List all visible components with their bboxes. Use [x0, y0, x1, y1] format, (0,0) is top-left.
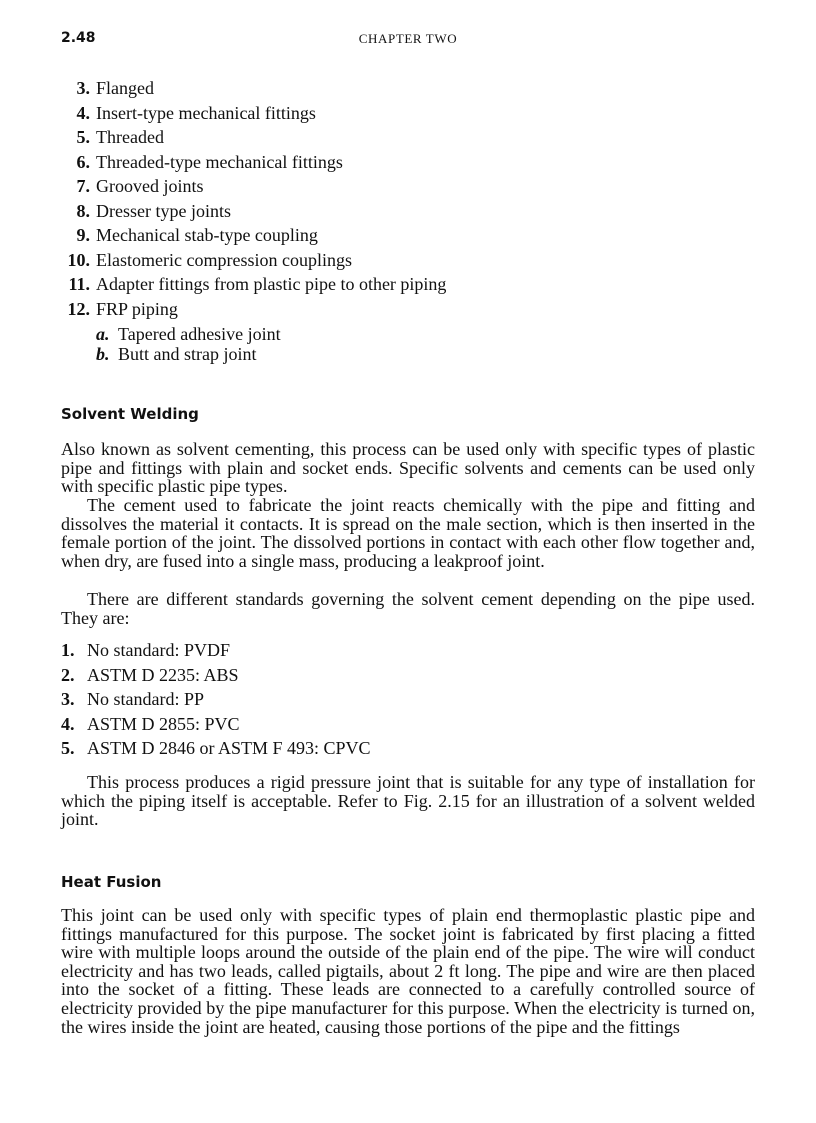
list-item-number: 10. — [67, 249, 90, 270]
list-item-text: Threaded-type mechanical fittings — [96, 151, 343, 172]
list-item — [56, 176, 776, 201]
section-heading-solvent-welding: Solvent Welding — [61, 405, 199, 423]
list-item-number: 12. — [67, 298, 90, 319]
list-item — [56, 201, 776, 226]
list-item-text: No standard: PP — [87, 689, 204, 709]
list-item-text: Flanged — [96, 78, 154, 98]
list-item-text: No standard: PVDF — [87, 640, 230, 660]
list-item — [56, 78, 776, 103]
list-item-number: 4. — [76, 102, 90, 123]
paragraph: This joint can be used only with specific types of plain end thermoplastic plastic pipe and fittings manufactured for this purpose. The socket joint is fabricated by first placing a fitted wire with multiple loops around the outside of the plain end of the pipe. The wire will conduct electricity and has two leads, called pigtails, about 2 ft long. The pipe and wire are then placed into the socket of a fitting. These leads are connected to a carefully controlled source of electricity provided by the pipe manufacturer for this purpose. When the electricity is turned on, the wires inside the joint are heated, causing those portions of the pipe and the fittings — [61, 905, 755, 1037]
list-item — [56, 299, 776, 324]
list-item — [56, 274, 776, 299]
list-item — [61, 689, 371, 714]
list-item-number: 3. — [76, 78, 90, 98]
list-item-number: 1. — [61, 640, 75, 660]
list-item — [56, 152, 776, 177]
list-item-number: 9. — [76, 225, 90, 245]
solvent-standards-list — [61, 640, 371, 763]
list-item-text: FRP piping — [96, 298, 178, 319]
list-item-text: ASTM D 2855: PVC — [87, 713, 240, 734]
sublist-item — [96, 344, 281, 364]
list-item-number: 7. — [76, 176, 90, 196]
list-item — [56, 225, 776, 250]
paragraph: Also known as solvent cementing, this process can be used only with specific types of plastic pipe and fittings with plain and socket ends. Specific solvents and cements can be used only with specific plastic pipe types. — [61, 439, 755, 497]
list-item-text: Dresser type joints — [96, 200, 231, 221]
list-item — [56, 103, 776, 128]
list-item — [56, 250, 776, 275]
list-item-text: Threaded — [96, 127, 164, 147]
list-item-text: Adapter fittings from plastic pipe to other piping — [96, 274, 447, 294]
sublist-item-letter: a. — [96, 324, 110, 344]
list-item-number: 2. — [61, 664, 75, 685]
list-item — [61, 640, 371, 665]
list-item-text: Grooved joints — [96, 176, 204, 196]
frp-sublist — [96, 324, 281, 364]
list-item-text: ASTM D 2235: ABS — [87, 664, 239, 685]
paragraph: The cement used to fabricate the joint reacts chemically with the pipe and fitting and dissolves the material it contacts. It is spread on the male section, which is then inserted in the female portion of the joint. The dissolved portions in contact with each other flow together and, when dry, are fused into a single mass, producing a leakproof joint. — [61, 495, 755, 571]
list-item-number: 8. — [76, 200, 90, 221]
list-item-text: Elastomeric compression couplings — [96, 249, 352, 270]
running-header — [61, 30, 755, 50]
paragraph: There are different standards governing the solvent cement depending on the pipe used. They are: — [61, 589, 755, 628]
list-item-text: Mechanical stab-type coupling — [96, 225, 318, 245]
list-item-number: 11. — [68, 274, 90, 294]
list-item — [56, 127, 776, 152]
sublist-item — [96, 324, 281, 344]
page-number: 2.48 — [61, 30, 96, 46]
list-item-number: 5. — [61, 738, 75, 758]
list-item — [61, 665, 371, 690]
list-item — [61, 714, 371, 739]
list-item-number: 4. — [61, 713, 75, 734]
paragraph: This process produces a rigid pressure joint that is suitable for any type of installation for which the piping itself is acceptable. Refer to Fig. 2.15 for an illustration of a solvent welded joint. — [61, 772, 755, 830]
list-item-text: ASTM D 2846 or ASTM F 493: CPVC — [87, 738, 371, 758]
sublist-item-text: Butt and strap joint — [118, 344, 257, 364]
sublist-item-text: Tapered adhesive joint — [118, 324, 281, 344]
section-heading-heat-fusion: Heat Fusion — [61, 873, 162, 891]
list-item-number: 3. — [61, 689, 75, 709]
joint-type-list — [56, 78, 776, 323]
sublist-item-letter: b. — [96, 344, 110, 364]
chapter-title: CHAPTER TWO — [358, 31, 458, 46]
list-item-text: Insert-type mechanical fittings — [96, 102, 316, 123]
list-item — [61, 738, 371, 763]
list-item-number: 5. — [76, 127, 90, 147]
list-item-number: 6. — [76, 151, 90, 172]
